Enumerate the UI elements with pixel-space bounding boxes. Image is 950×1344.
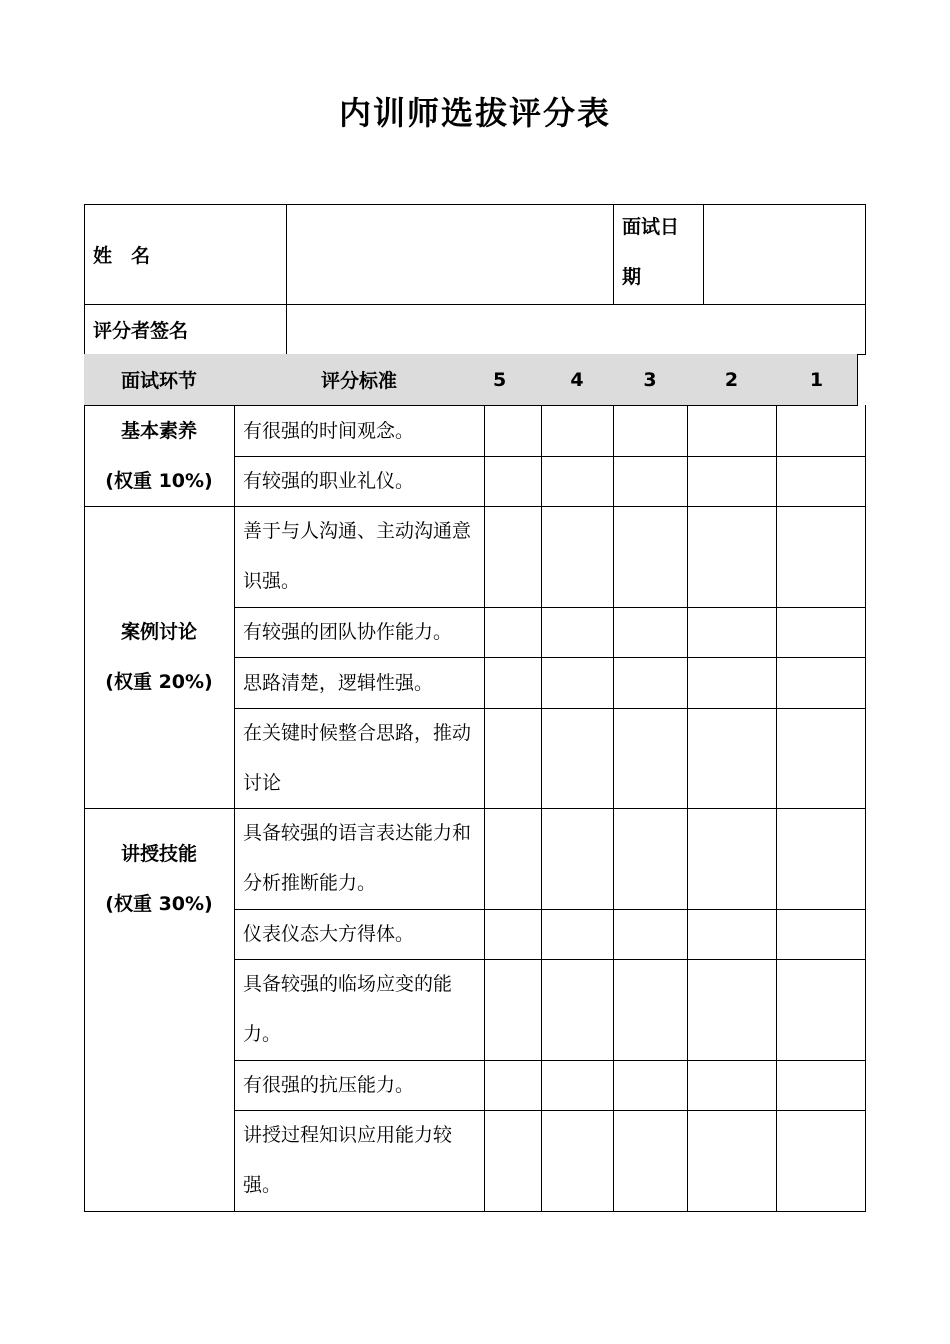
score-cell-3[interactable]	[613, 708, 688, 809]
date-field[interactable]	[703, 204, 866, 305]
score-cell-3[interactable]	[613, 808, 688, 910]
criterion-row-text: 具备较强的临场应变的能力。	[243, 973, 453, 1045]
score-cell-4[interactable]	[541, 506, 614, 608]
column-header-section	[84, 354, 235, 406]
criterion-row-text: 有较强的团队协作能力。	[243, 621, 453, 643]
score-cell-1[interactable]	[776, 405, 866, 457]
date-label	[613, 204, 704, 305]
criterion-row	[234, 657, 485, 709]
column-header-score-5-text: 5	[493, 368, 507, 391]
score-cell-2[interactable]	[687, 1060, 777, 1111]
criterion-row-text: 在关键时候整合思路，推动讨论	[243, 722, 472, 794]
score-cell-1[interactable]	[776, 657, 866, 709]
column-header-score-4-text: 4	[570, 368, 584, 391]
section-1	[84, 405, 235, 507]
section-2	[84, 506, 235, 809]
score-cell-3[interactable]	[613, 506, 688, 608]
column-header-score-3-text: 3	[643, 368, 657, 391]
section-weight: (权重 30%)	[105, 893, 213, 915]
score-cell-5[interactable]	[484, 1060, 542, 1111]
score-cell-3[interactable]	[613, 909, 688, 960]
score-cell-5[interactable]	[484, 405, 542, 457]
score-cell-3[interactable]	[613, 1060, 688, 1111]
page-title: 内训师选拔评分表	[338, 94, 611, 132]
column-header-score-5	[484, 354, 542, 406]
score-cell-2[interactable]	[687, 959, 777, 1061]
score-cell-1[interactable]	[776, 909, 866, 960]
column-header-score-1	[776, 354, 858, 406]
score-cell-4[interactable]	[541, 708, 614, 809]
score-cell-1[interactable]	[776, 808, 866, 910]
score-cell-3[interactable]	[613, 1110, 688, 1212]
score-cell-1[interactable]	[776, 607, 866, 658]
signer-label	[84, 304, 287, 355]
criterion-row-text: 讲授过程知识应用能力较强。	[243, 1124, 453, 1196]
score-cell-4[interactable]	[541, 405, 614, 457]
signer-field[interactable]	[286, 304, 866, 355]
score-cell-2[interactable]	[687, 456, 777, 507]
score-cell-4[interactable]	[541, 607, 614, 658]
column-header-score-2-text: 2	[724, 368, 739, 391]
score-cell-4[interactable]	[541, 959, 614, 1061]
section-3	[84, 808, 235, 1212]
criterion-row	[234, 456, 485, 507]
score-cell-5[interactable]	[484, 708, 542, 809]
name-field[interactable]	[286, 204, 614, 305]
score-cell-4[interactable]	[541, 808, 614, 910]
score-cell-2[interactable]	[687, 506, 777, 608]
criterion-row-text: 思路清楚，逻辑性强。	[243, 671, 434, 694]
score-cell-5[interactable]	[484, 456, 542, 507]
score-cell-3[interactable]	[613, 405, 688, 457]
column-header-score-3	[613, 354, 688, 406]
score-cell-1[interactable]	[776, 506, 866, 608]
score-cell-2[interactable]	[687, 808, 777, 910]
criterion-row-text: 善于与人沟通、主动沟通意识强。	[243, 520, 472, 592]
score-cell-5[interactable]	[484, 909, 542, 960]
column-header-criteria-text: 评分标准	[320, 370, 397, 392]
score-cell-4[interactable]	[541, 909, 614, 960]
score-cell-4[interactable]	[541, 657, 614, 709]
score-cell-4[interactable]	[541, 1060, 614, 1111]
criterion-row	[234, 405, 485, 457]
score-cell-3[interactable]	[613, 959, 688, 1061]
section-weight: (权重 20%)	[105, 671, 213, 693]
score-cell-5[interactable]	[484, 959, 542, 1061]
score-cell-5[interactable]	[484, 1110, 542, 1212]
score-cell-2[interactable]	[687, 607, 777, 658]
column-header-score-4	[541, 354, 614, 406]
column-header-score-2	[687, 354, 777, 406]
score-cell-2[interactable]	[687, 708, 777, 809]
criterion-row	[234, 808, 485, 910]
criterion-row	[234, 708, 485, 809]
date-label-text: 面试日期	[622, 216, 680, 288]
name-label	[84, 204, 287, 305]
score-cell-1[interactable]	[776, 959, 866, 1061]
column-header-criteria	[234, 354, 485, 406]
signer-label-text: 评分者签名	[93, 319, 189, 342]
score-cell-1[interactable]	[776, 1110, 866, 1212]
criterion-row	[234, 959, 485, 1061]
score-cell-4[interactable]	[541, 1110, 614, 1212]
score-cell-1[interactable]	[776, 456, 866, 507]
score-cell-1[interactable]	[776, 1060, 866, 1111]
criterion-row	[234, 607, 485, 658]
section-name: 讲授技能	[120, 843, 197, 865]
criterion-row-text: 有很强的抗压能力。	[243, 1074, 415, 1096]
criterion-row	[234, 1110, 485, 1212]
criterion-row-text: 仪表仪态大方得体。	[243, 923, 415, 945]
criterion-row	[234, 1060, 485, 1111]
criterion-row	[234, 506, 485, 608]
section-weight: (权重 10%)	[105, 469, 213, 492]
score-cell-5[interactable]	[484, 506, 542, 608]
column-header-section-text: 面试环节	[120, 370, 197, 392]
score-cell-1[interactable]	[776, 708, 866, 809]
score-cell-4[interactable]	[541, 456, 614, 507]
score-cell-3[interactable]	[613, 607, 688, 658]
score-cell-2[interactable]	[687, 909, 777, 960]
section-name: 案例讨论	[120, 621, 197, 643]
score-cell-2[interactable]	[687, 657, 777, 709]
score-cell-2[interactable]	[687, 405, 777, 457]
name-label-text: 姓 名	[93, 244, 151, 267]
criterion-row-text: 有很强的时间观念。	[243, 419, 415, 442]
section-name: 基本素养	[120, 419, 197, 442]
column-header-score-1-text: 1	[809, 368, 824, 391]
score-cell-3[interactable]	[613, 456, 688, 507]
score-cell-3[interactable]	[613, 657, 688, 709]
score-cell-2[interactable]	[687, 1110, 777, 1212]
score-cell-5[interactable]	[484, 808, 542, 910]
score-cell-5[interactable]	[484, 657, 542, 709]
criterion-row-text: 具备较强的语言表达能力和分析推断能力。	[243, 822, 472, 894]
score-cell-5[interactable]	[484, 607, 542, 658]
criterion-row	[234, 909, 485, 960]
criterion-row-text: 有较强的职业礼仪。	[243, 470, 415, 492]
